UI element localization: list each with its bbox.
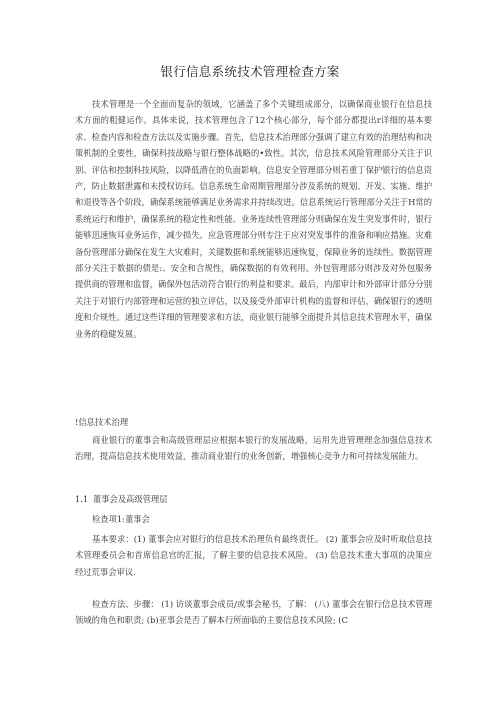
method-paragraph: 检查方法、步骤： (1) 访谈董事会成员/或事会秘书，了解： (八) 董事会在银行信息技术管理领域的角色和职责; (b)亚事会是否了解本行所面临的主要信息技术风险; (C [75, 599, 432, 626]
section-heading: !信息技术治理 [75, 417, 129, 427]
document-title: 银行信息系统技术管理检查方案 [160, 64, 340, 79]
subsection-heading: 1.1 董事会及高级管理层 [75, 494, 168, 504]
requirements-paragraph: 基本要求：(1) 董事会应对银行的信息技术治理负有最终责任。 (2) 董事会应及时听取信息技术管理委员会和首席信息官的汇报，了解主要的信息技术风险。 (3) 信息技术重大事项的决策应经过荒事会审议. [75, 534, 432, 577]
section-paragraph: 商业银行的董事会和高级管理层应根据本银行的发展战略，运用先进管理理念加强信息技术治理，提高信息技术使用效益，推动商业银行的业务创新，增强核心竞争力和可持续发展能力。 [75, 435, 432, 462]
check-item-heading: 检查项1:董事会 [92, 514, 150, 524]
intro-paragraph: 技术管理是一个全面而复杂的领域，它涵盖了多个关键组成部分，以确保商业银行在信息技术方面的粗健运作。具体来说，技术管理包含了12个核心部分，每个部分都提出r详细的基本要求、检查内容和检查方法以及实施步骤。首先，信息技术治理部分强调了建立有效的治理结构和决策机制的全要性，确保科技战略与银行整体战略的•致性。其次，信息技术风险管理部分关注于识别、评估和控制科技风险，以降低潜在的负面影响。信息安全管理部分则若重丁保护银行的信息资产，防止数据泄露和未授权访问。信息系统生命周期管理部分涉及系统的规划、开发、实施、维护和退役等各个阶段，确保系统能够满足业务需求并持续改进。信息系统运行管理部分关注于H常的系统运行和维护，确保系统的稳定性和性能。业务连续性管理部分则确保在发生突发事件时，银行能够迅速恢耳业务运作，减少损失。应急管理部分则专注于应对突发事件的准备和响应措施。灾难备份管理部分确保在发生大灾难时，关键数据和系统能够迅速恢复，保障业务的连续性。数据管理部分关注于数据的债是:、安全和合规性，确保数据的有效利用。外包管理部分则涉及对外包服务提供商的管理和监督，确保外包活动符合银行的利益和要求。最后，内部审计和外部审计部分分别关注于对银行内部管理和运营的独立评估，以及接受外部审计机构的监督和评估，确保银行的透明度和介规性。通过这些详细的管理要求和方法，商业银行能够全面提升其信息技术管理水平，确保业务的稳健发展。 [75, 99, 432, 339]
